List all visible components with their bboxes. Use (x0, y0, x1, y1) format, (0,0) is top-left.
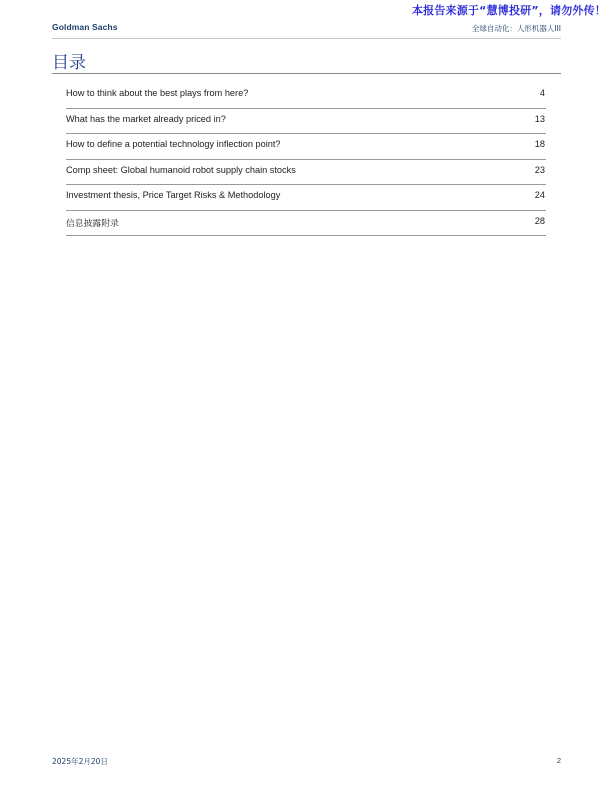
toc-entry-label[interactable]: How to define a potential technology inflection point? (66, 139, 281, 149)
toc-entry[interactable] (66, 211, 546, 237)
toc-entry-label[interactable]: Comp sheet: Global humanoid robot supply chain stocks (66, 164, 296, 175)
source-watermark: 本报告来源于“慧博投研”，请勿外传！ (411, 4, 606, 17)
toc-entry-page[interactable]: 4 (539, 88, 545, 98)
brand-logo-text: Goldman Sachs (52, 22, 118, 32)
toc-entry[interactable] (66, 109, 546, 135)
toc-entry-label[interactable]: Investment thesis, Price Target Risks & Methodology (66, 190, 281, 200)
toc-entry-page[interactable]: 28 (534, 215, 545, 226)
toc-entry[interactable] (66, 185, 546, 211)
page-number: 2 (556, 756, 561, 765)
toc-entry[interactable] (66, 83, 546, 109)
table-of-contents (66, 83, 546, 236)
toc-entry[interactable] (66, 134, 546, 160)
toc-entry-label[interactable]: What has the market already priced in? (66, 113, 226, 124)
publication-date: 2025年2月20日 (52, 757, 108, 766)
toc-entry-page[interactable]: 13 (534, 113, 545, 124)
toc-entry-page[interactable]: 23 (534, 164, 545, 175)
toc-entry-page[interactable]: 24 (534, 190, 545, 200)
toc-heading-divider (52, 73, 561, 74)
page-footer (52, 756, 561, 768)
toc-entry-page[interactable]: 18 (534, 139, 545, 149)
header-divider (52, 38, 561, 39)
toc-entry-label[interactable]: 信息披露附录 (66, 218, 119, 229)
toc-entry[interactable] (66, 160, 546, 186)
toc-entry-label[interactable]: How to think about the best plays from here? (66, 88, 249, 98)
page-header (52, 22, 561, 38)
toc-heading: 目录 (52, 53, 86, 73)
report-series-title: 全球自动化：人形机器人III (471, 24, 561, 33)
